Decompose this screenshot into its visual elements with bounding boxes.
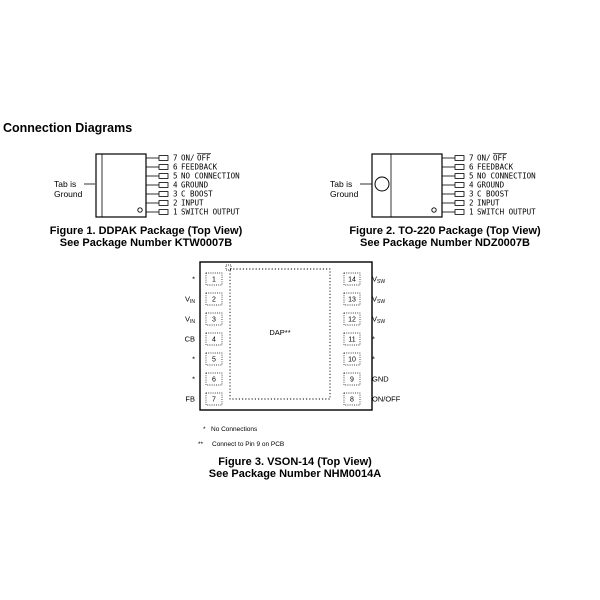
fig3-caption	[170, 456, 420, 480]
vson-pin-label-sub: IN	[190, 319, 195, 325]
note1-text: No Connections	[211, 426, 258, 433]
vson-pin-number: 2	[212, 296, 216, 304]
vson-pin-label-main: FB	[185, 394, 195, 404]
vson-pin-number: 3	[212, 316, 216, 324]
pin-number: 5	[469, 171, 474, 181]
vson-pin-label-sub: SW	[377, 319, 386, 325]
vson-pin-number: 14	[348, 276, 356, 284]
vson-pin-label	[372, 295, 385, 306]
vson-pin-label-main: V	[372, 294, 378, 304]
vson-pin-label	[192, 375, 195, 384]
pin-number: 2	[469, 198, 474, 208]
vson-pin-label	[192, 355, 195, 364]
pin-name: SWITCH OUTPUT	[477, 207, 536, 217]
pin-group	[442, 154, 536, 217]
ddpak-package-diagram	[50, 150, 250, 220]
package-body	[96, 154, 146, 217]
vson-pin-number: 11	[348, 336, 356, 344]
package-body	[372, 154, 442, 217]
pin-name: ON/	[477, 153, 491, 163]
section-title: Connection Diagrams	[3, 121, 133, 135]
pin-lead-tip	[159, 201, 168, 206]
vson-pin-label-main: V	[372, 314, 378, 324]
pin-number: 7	[173, 153, 178, 163]
vson-pin-label-main: CB	[184, 334, 195, 344]
vson-pin-label-main: ON/OFF	[372, 394, 401, 404]
pin-name: FEEDBACK	[477, 162, 514, 172]
pin-name: C BOOST	[477, 189, 509, 199]
pin-name: SWITCH OUTPUT	[181, 207, 240, 217]
pin-name: C BOOST	[181, 189, 213, 199]
pin-number: 5	[173, 171, 178, 181]
vson-pin-label-main: *	[192, 374, 195, 384]
pin-lead-tip	[455, 192, 464, 197]
pin-lead-tip	[455, 174, 464, 179]
tab-label-line1: Tab is	[54, 179, 77, 189]
pin-number: 4	[173, 180, 178, 190]
pin-name-overline: OFF	[493, 153, 507, 163]
vson-pin-label	[372, 335, 375, 344]
vson-pin-label	[192, 275, 195, 284]
vson-pin-number: 12	[348, 316, 356, 324]
vson-pin-label-sub: IN	[190, 299, 195, 305]
dap-label: DAP**	[269, 328, 291, 337]
pin-lead-tip	[159, 156, 168, 161]
pin-name: GROUND	[477, 180, 505, 190]
vson14-package-diagram	[170, 255, 420, 455]
vson-pin-label	[185, 335, 195, 344]
pin-lead-tip	[455, 210, 464, 215]
fig1-caption	[26, 225, 266, 249]
vson-pin-label-main: V	[184, 294, 190, 304]
vson-pin-number: 4	[212, 336, 216, 344]
fig3-caption-title: Figure 3. VSON-14 (Top View)	[218, 456, 372, 468]
pin-number: 3	[469, 189, 474, 199]
fig2-caption	[320, 225, 570, 249]
vson-pin-number: 6	[212, 376, 216, 384]
vson-pin-label	[185, 395, 195, 404]
vson-pin-number: 13	[348, 296, 356, 304]
tab-label-line1: Tab is	[330, 179, 353, 189]
note2-text: Connect to Pin 9 on PCB	[212, 441, 285, 448]
pin-name-overline: OFF	[197, 153, 211, 163]
vson-pin-label-main: *	[192, 354, 195, 364]
pin-name: NO CONNECTION	[181, 171, 240, 181]
tab-label-line2: Ground	[54, 189, 83, 199]
note1-marker: *	[203, 426, 206, 433]
pin-name: NO CONNECTION	[477, 171, 536, 181]
tab-label-line2: Ground	[330, 189, 359, 199]
vson-pin-label	[372, 395, 401, 404]
note2-marker: **	[198, 441, 204, 448]
pin-name: ON/	[181, 153, 195, 163]
vson-pin-label	[185, 315, 195, 326]
fig3-caption-package: See Package Number NHM0014A	[208, 468, 382, 480]
pin-number: 4	[469, 180, 474, 190]
vson-pin-number: 7	[212, 396, 216, 404]
vson-pin-label	[372, 375, 389, 384]
pin-number: 7	[469, 153, 474, 163]
vson-pin-label-main: *	[372, 334, 375, 344]
pin-number: 3	[173, 189, 178, 199]
vson-pin-number: 5	[212, 356, 216, 364]
pin-lead-tip	[159, 174, 168, 179]
vson-pin-label-main: *	[372, 354, 375, 364]
vson-pin-label	[372, 315, 385, 326]
pin-lead-tip	[159, 210, 168, 215]
vson-pin-label-sub: SW	[377, 299, 386, 305]
pin-number: 2	[173, 198, 178, 208]
fig1-caption-package: See Package Number KTW0007B	[59, 237, 233, 249]
pin-number: 1	[469, 207, 474, 217]
pin-lead-tip	[455, 165, 464, 170]
vson-pin-label	[372, 275, 385, 286]
pin-lead-tip	[455, 201, 464, 206]
pin-lead-tip	[455, 156, 464, 161]
pin-name: GROUND	[181, 180, 209, 190]
fig2-caption-title: Figure 2. TO-220 Package (Top View)	[349, 225, 541, 237]
vson-pin-label-main: V	[184, 314, 190, 324]
vson-pin-label-main: V	[372, 274, 378, 284]
pin-name: INPUT	[477, 198, 500, 208]
pin-number: 1	[173, 207, 178, 217]
vson-pin-label	[372, 355, 375, 364]
pin-lead-tip	[455, 183, 464, 188]
vson-pin-number: 10	[348, 356, 356, 364]
vson-pin-label-main: *	[192, 274, 195, 284]
vson-pin-label-main: GND	[372, 374, 389, 384]
vson-pin-number: 1	[212, 276, 216, 284]
vson-pin-number: 9	[350, 376, 354, 384]
vson-pin-number: 8	[350, 396, 354, 404]
pin-lead-tip	[159, 165, 168, 170]
pin-name: FEEDBACK	[181, 162, 218, 172]
pin-number: 6	[173, 162, 178, 172]
vson-pin-label	[185, 295, 195, 306]
pin-group	[146, 154, 240, 217]
to220-package-diagram	[326, 150, 556, 220]
vson-pin-label-sub: SW	[377, 279, 386, 285]
pin-number: 6	[469, 162, 474, 172]
fig1-caption-title: Figure 1. DDPAK Package (Top View)	[49, 225, 243, 237]
pin-name: INPUT	[181, 198, 204, 208]
pin-lead-tip	[159, 183, 168, 188]
fig2-caption-package: See Package Number NDZ0007B	[360, 237, 530, 249]
pin-lead-tip	[159, 192, 168, 197]
